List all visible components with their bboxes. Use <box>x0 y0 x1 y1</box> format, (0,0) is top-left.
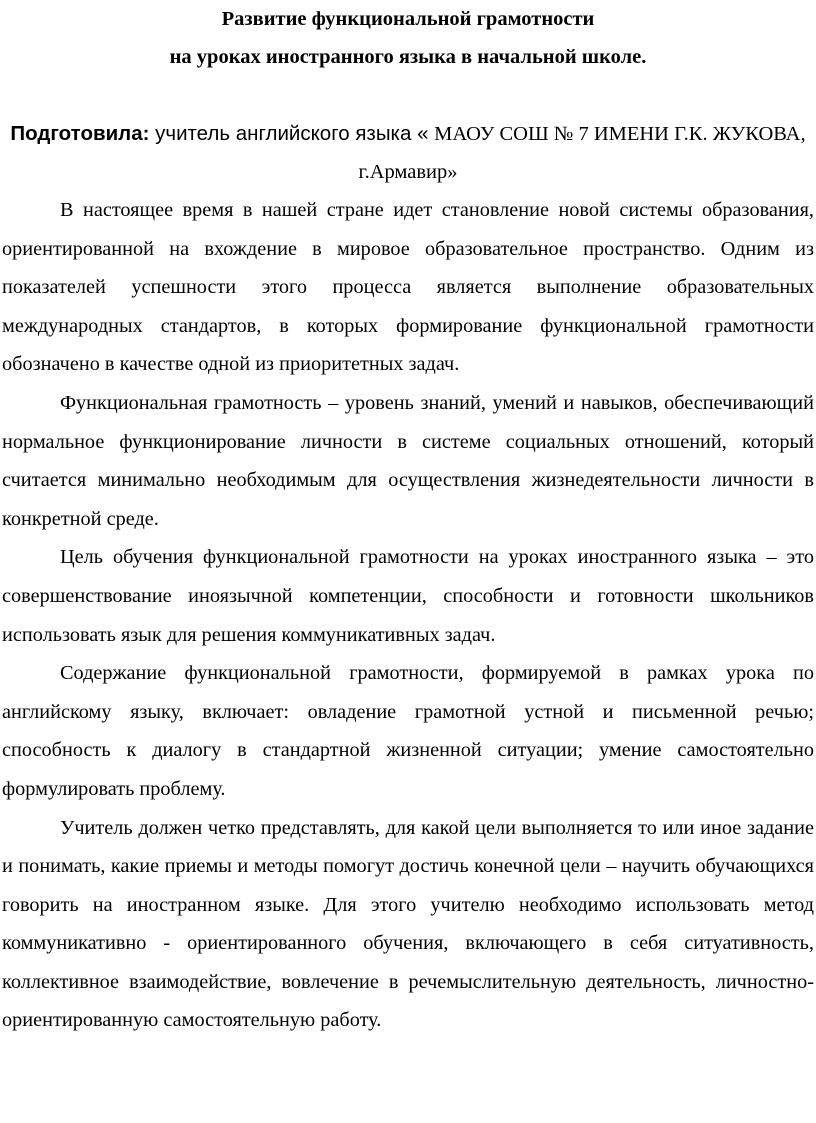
paragraph-1: В настоящее время в нашей стране идет становление новой системы образования, ориентированной на вхождение в мировое образовательное пространство. Одним из показателей успешности этого процесса является выполнение образовательных международных стандартов, в которых формирование функциональной грамотности обозначено в качестве одной из приоритетных задач. <box>2 199 814 376</box>
paragraph-4: Содержание функциональной грамотности, формируемой в рамках урока по английскому языку, включает: овладение грамотной устной и письменной речью; способность к диалогу в стандартной жизненной ситуации; умение самостоятельно формулировать проблему. <box>2 662 814 800</box>
paragraph-5: Учитель должен четко представлять, для какой цели выполняется то или иное задание и понимать, какие приемы и методы помогут достичь конечной цели – научить обучающихся говорить на иностранном языке. Для этого учителю необходимо использовать метод коммуникативно - ориентированного обучения, включающего в себя ситуативность, коллективное взаимодействие, вовлечение в речемыслительную деятельность, личностно-ориентированную самостоятельную работу. <box>2 816 814 1032</box>
document-title-line-1: Развитие функциональной грамотности <box>221 8 595 30</box>
paragraph-3: Цель обучения функциональной грамотности на уроках иностранного языка – это совершенствование иноязычной компетенции, способности и готовности школьников использовать язык для решения коммуникативных задач. <box>2 546 814 646</box>
document-title-line-2: на уроках иностранного языка в начальной школе. <box>169 46 647 68</box>
author-label: Подготовила: <box>10 122 150 145</box>
author-line <box>2 115 814 191</box>
author-school: МАОУ СОШ № 7 ИМЕНИ Г.К. ЖУКОВА, г.Армавир» <box>358 123 806 183</box>
paragraph-2: Функциональная грамотность – уровень знаний, умений и навыков, обеспечивающий нормальное функционирование личности в системе социальных отношений, который считается минимально необходимым для осуществления жизнедеятельности личности в конкретной среде. <box>2 391 814 530</box>
document-body <box>2 191 814 1040</box>
author-position: учитель английского языка « <box>149 122 435 145</box>
